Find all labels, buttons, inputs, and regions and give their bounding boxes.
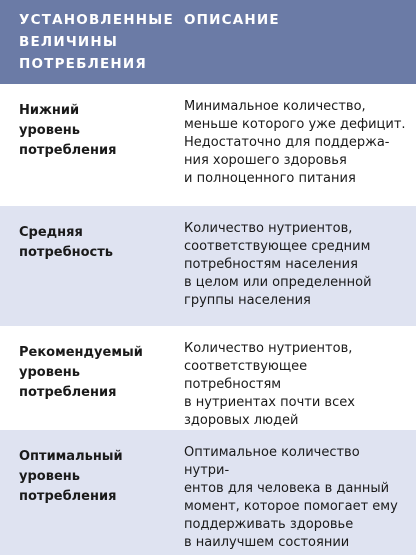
table-header [0,0,416,84]
header-col-description: ОПИСАНИЕ [184,12,280,28]
table-row [0,206,416,326]
table-row [0,84,416,206]
table-row [0,430,416,555]
row-description: Минимальное количество, меньше которого уже дефицит. Недостаточно для поддержа- ния хорошего здоровья и полноценного питания [184,99,406,186]
row-description: Оптимальное количество нутри- ентов для человека в данный момент, которое помогает ему поддерживать здоровье в наилучшем состоянии [184,445,398,550]
row-term: Оптимальный уровень потребления [19,449,123,504]
row-description: Количество нутриентов, соответствующее средним потребностям населения в целом или определенной группы населения [184,221,372,308]
header-col-values: УСТАНОВЛЕННЫЕ ВЕЛИЧИНЫ ПОТРЕБЛЕНИЯ [19,12,174,72]
row-description: Количество нутриентов, соответствующее потребностям в нутриентах почти всех здоровых людей [184,341,355,428]
row-term: Средняя потребность [19,225,114,260]
table-row [0,326,416,430]
row-term: Нижний уровень потребления [19,103,117,158]
row-term: Рекомендуемый уровень потребления [19,345,143,400]
